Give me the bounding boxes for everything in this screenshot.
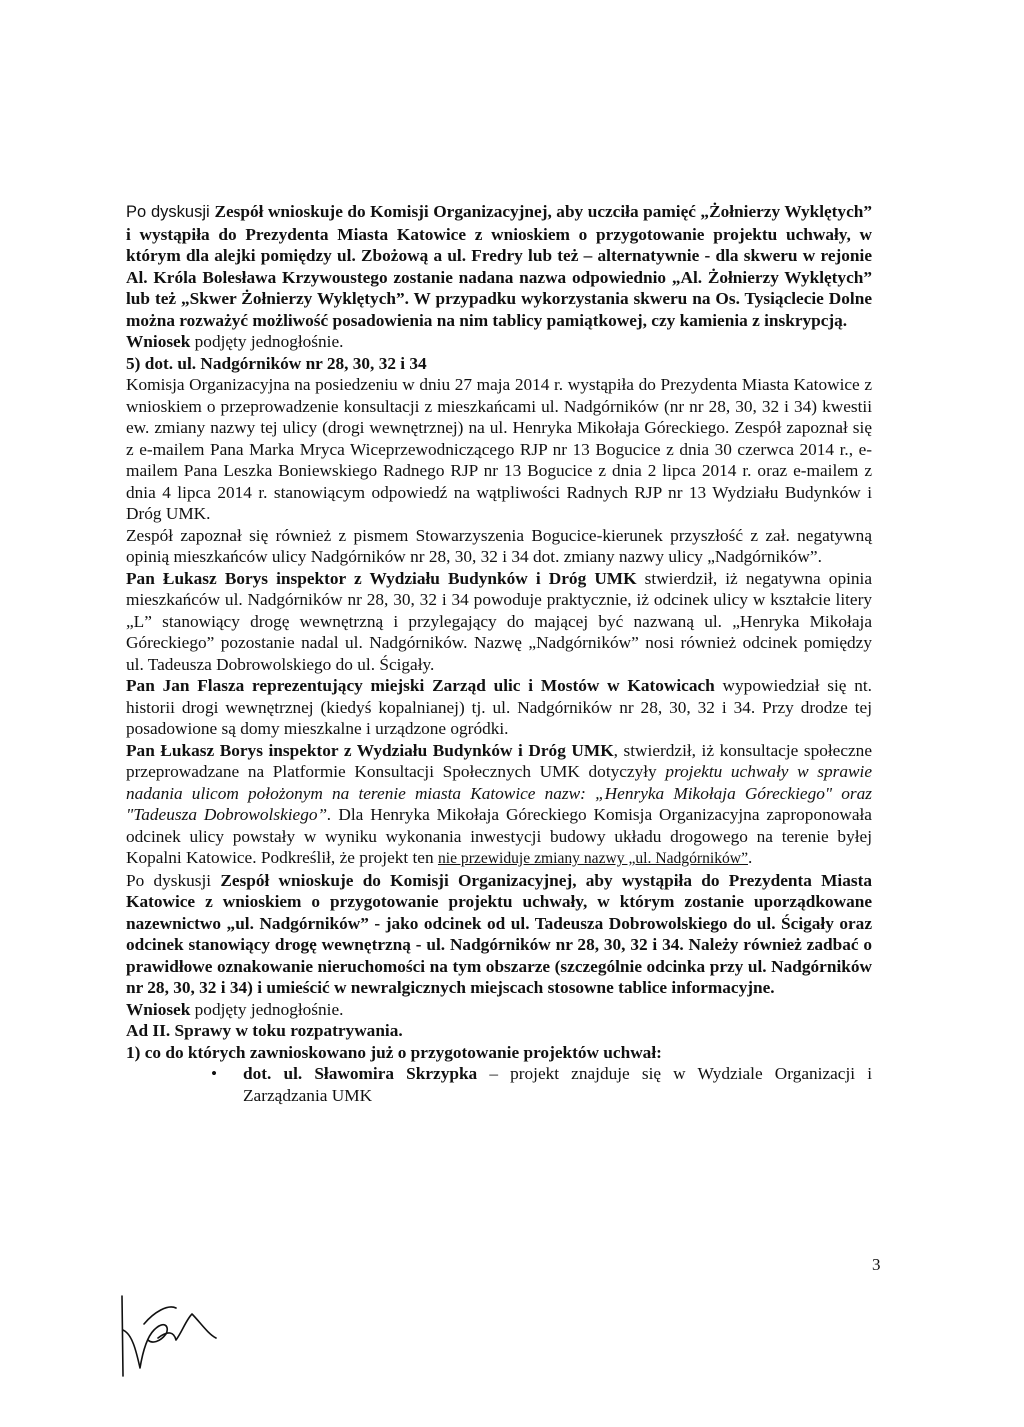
motion-result-2 xyxy=(126,999,872,1021)
speaker-name: Pan Łukasz Borys inspektor z Wydziału Budynków i Dróg UMK xyxy=(126,568,637,588)
list-item-text: – projekt znajduje się w Wydziale Organizacji i Zarządzania UMK xyxy=(243,1064,872,1105)
section-heading-5 xyxy=(126,353,872,375)
paragraph-team-motion-1 xyxy=(126,201,872,331)
paragraph-borys-statement-2 xyxy=(126,740,872,870)
paragraph-commission: Komisja Organizacyjna na posiedzeniu w dniu 27 maja 2014 r. wystąpiła do Prezydenta Miasta Katowice z wnioskiem o przeprowadzenie konsultacji z mieszkańcami ul. Nadgórników (nr nr 28, 30, 32 i 34) kwestii ew. zmiany nazwy tej ulicy (drogi wewnętrznej) na ul. Henryka Mikołaja Góreckiego. Zespół zapoznał się z e-mailem Pana Marka Mryca Wiceprzewodniczącego RJP nr 13 Bogucice z dnia 30 czerwca 2014 r., e-mailem Pana Leszka Boniewskiego Radnego RJP nr 13 Bogucice z dnia 2 lipca 2014 r. oraz e-mailem z dnia 4 lipca 2014 r. stanowiącym odpowiedź na wątpliwości Radnych RJP nr 13 Wydziału Budynków i Dróg UMK. xyxy=(126,375,872,523)
statement-text: stwierdził, iż negatywna opinia mieszkańców ul. Nadgórników nr 28, 30, 32 i 34 powoduje praktycznie, iż odcinek ulicy w kształcie litery „L” stanowiący drogę wewnętrzną i przylegający do mającej być nazwaną ul. „Henryka Mikołaja Góreckiego” pozostanie nadal ul. Nadgórników. Nazwę „Nadgórników” nosi również odcinek pomiędzy ul. Tadeusza Dobrowolskiego do ul. Ścigały. xyxy=(126,568,872,674)
paragraph-borys-statement-1 xyxy=(126,568,872,676)
heading-text: 5) dot. ul. Nadgórników nr 28, 30, 32 i 34 xyxy=(126,353,427,373)
motion-label: Wniosek xyxy=(126,332,191,351)
statement-text: , stwierdził, iż konsultacje społeczne przeprowadzane na Platformie Konsultacji Społecznych UMK dotyczyły xyxy=(126,740,872,781)
page-number: 3 xyxy=(872,1255,881,1274)
paragraph-team-motion-2 xyxy=(126,870,872,999)
document-body xyxy=(126,201,872,1106)
statement-text: wypowiedział się nt. historii drogi wewnętrznej (kiedyś kopalnianej) tj. ul. Nadgórników nr 28, 30, 32 i 34. Przy drodze tej posadowione są domy mieszkalne i urządzone ogródki. xyxy=(126,676,873,738)
paragraph-intro: Po dyskusji xyxy=(126,203,215,221)
motion-text: podjęty jednogłośnie. xyxy=(190,999,344,1019)
list-item-title: dot. ul. Sławomira Skrzypka xyxy=(243,1064,478,1083)
signature-icon xyxy=(118,1290,218,1390)
paragraph-intro: Po dyskusji xyxy=(126,870,221,890)
section-heading-ad2 xyxy=(126,1020,872,1042)
statement-end: . xyxy=(748,848,753,867)
underlined-text: nie przewiduje zmiany nazwy „ul. Nadgórników” xyxy=(437,850,748,867)
paragraph-bold-text: Zespół wnioskuje do Komisji Organizacyjnej, aby uczciła pamięć „Żołnierzy Wyklętych” i wystąpiła do Prezydenta Miasta Katowice z wnioskiem o przygotowanie projektu uchwały, w którym dla alejki pomiędzy ul. Zbożową a ul. Fredry lub też – alternatywnie - dla skweru w rejonie Al. Króla Bolesława Krzywoustego zostanie nadana nazwa odpowiednio „Al. Żołnierzy Wyklętych” lub też „Skwer Żołnierzy Wyklętych”. W przypadku wykorzystania skweru na Os. Tysiąclecie Dolne można rozważyć możliwość posadowienia na nim tablicy pamiątkowej, czy kamienia z inskrypcją. xyxy=(126,202,872,330)
motion-text: podjęty jednogłośnie. xyxy=(190,332,344,351)
statement-text: Dla Henryka Mikołaja Góreckiego Komisja Organizacyjna zaproponowała odcinek ulicy powstały w wyniku wykonania inwestycji budowy układu drogowego na terenie byłej Kopalni Katowice. Podkreślił, że projekt ten xyxy=(126,805,872,867)
motion-label: Wniosek xyxy=(126,999,191,1019)
speaker-name: Pan Jan Flasza reprezentujący miejski Zarząd ulic i Mostów w Katowicach xyxy=(126,676,715,695)
speaker-name: Pan Łukasz Borys inspektor z Wydziału Budynków i Dróg UMK xyxy=(126,740,614,760)
paragraph-flasza-statement xyxy=(126,675,872,740)
section-heading-1 xyxy=(126,1042,872,1064)
motion-result-1 xyxy=(126,331,872,353)
paragraph-bold-text: Zespół wnioskuje do Komisji Organizacyjnej, aby wystąpiła do Prezydenta Miasta Katowice z wnioskiem o przygotowanie projektu uchwały, w którym zostanie uporządkowane nazewnictwo „ul. Nadgórników” - jako odcinek od ul. Tadeusza Dobrowolskiego do ul. Ścigały oraz odcinek stanowiący drogę wewnętrzną - ul. Nadgórników nr 28, 30, 32 i 34. Należy również zadbać o prawidłowe oznakowanie nieruchomości na tym obszarze (szczególnie odcinka przy ul. Nadgórników nr 28, 30, 32 i 34) i umieścić w newralgicznych miejscach stosowne tablice informacyjne. xyxy=(126,870,872,997)
bullet-icon: • xyxy=(211,1064,218,1083)
heading-text: Ad II. Sprawy w toku rozpatrywania. xyxy=(126,1021,403,1040)
paragraph-association-letter: Zespół zapoznał się również z pismem Stowarzyszenia Bogucice-kierunek przyszłość z zał. negatywną opinią mieszkańców ulicy Nadgórników nr 28, 30, 32 i 34 dot. zmiany nazwy ulicy „Nadgórników”. xyxy=(126,525,872,566)
heading-text: 1) co do których zawnioskowano już o przygotowanie projektów uchwał: xyxy=(126,1042,662,1062)
resolution-title: projektu uchwały w sprawie nadania ulicom położonym na terenie miasta Katowice nazw: „Henryka Mikołaja Góreckiego" oraz "Tadeusza Dobrowolskiego”. xyxy=(126,762,872,824)
list-item xyxy=(126,1063,872,1106)
